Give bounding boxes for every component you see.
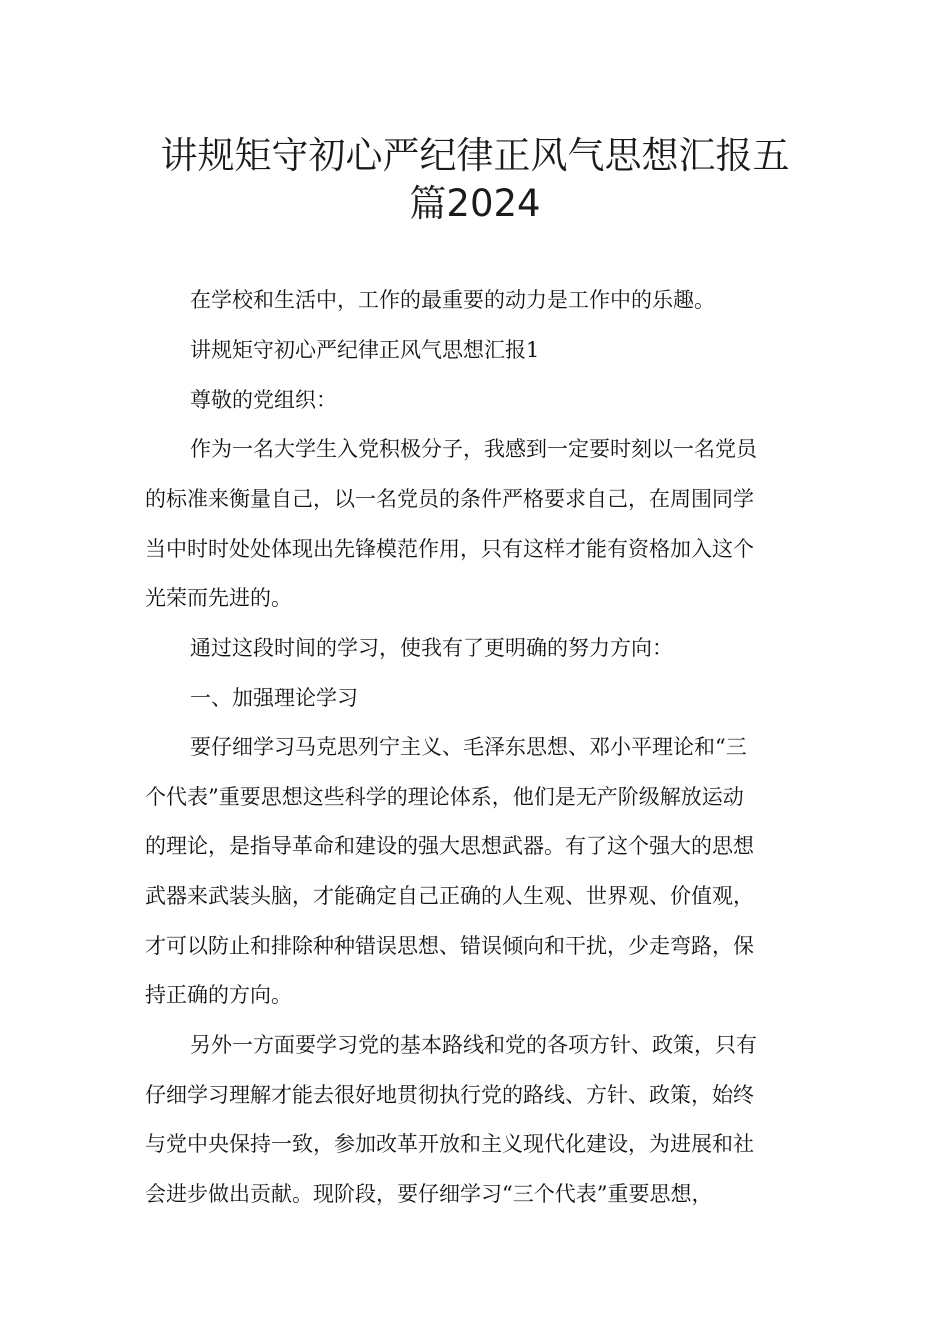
body-line: 武器来武装头脑，才能确定自己正确的人生观、世界观、价值观， (145, 884, 754, 908)
body-line: 通过这段时间的学习，使我有了更明确的努力方向： (190, 636, 673, 660)
body-line: 要仔细学习马克思列宁主义、毛泽东思想、邓小平理论和“三 (190, 735, 747, 759)
body-line: 作为一名大学生入党积极分子，我感到一定要时刻以一名党员 (190, 437, 757, 461)
section-heading-1: 讲规矩守初心严纪律正风气思想汇报1 (190, 338, 540, 362)
body-line: 个代表”重要思想这些科学的理论体系，他们是无产阶级解放运动 (145, 785, 744, 809)
body-line: 与党中央保持一致，参加改革开放和主义现代化建设，为进展和社 (145, 1132, 754, 1156)
document-title-line-1: 讲规矩守初心严纪律正风气思想汇报五 (160, 134, 790, 177)
body-line: 的标准来衡量自己，以一名党员的条件严格要求自己，在周围同学 (145, 487, 754, 511)
body-line: 另外一方面要学习党的基本路线和党的各项方针、政策，只有 (190, 1033, 757, 1057)
body-line: 的理论，是指导革命和建设的强大思想武器。有了这个强大的思想 (145, 834, 754, 858)
document-title-line-2: 篇2024 (409, 182, 541, 225)
body-line: 才可以防止和排除种种错误思想、错误倾向和干扰，少走弯路，保 (145, 934, 754, 958)
subheading: 一、加强理论学习 (190, 686, 358, 710)
salutation: 尊敬的党组织： (190, 388, 337, 412)
body-line: 持正确的方向。 (145, 983, 292, 1007)
body-line: 光荣而先进的。 (145, 586, 292, 610)
body-line: 仔细学习理解才能去很好地贯彻执行党的路线、方针、政策，始终 (145, 1083, 754, 1107)
body-line: 当中时时处处体现出先锋模范作用，只有这样才能有资格加入这个 (145, 537, 754, 561)
intro-line: 在学校和生活中，工作的最重要的动力是工作中的乐趣。 (190, 288, 715, 312)
body-line: 会进步做出贡献。现阶段，要仔细学习“三个代表”重要思想， (145, 1182, 713, 1206)
